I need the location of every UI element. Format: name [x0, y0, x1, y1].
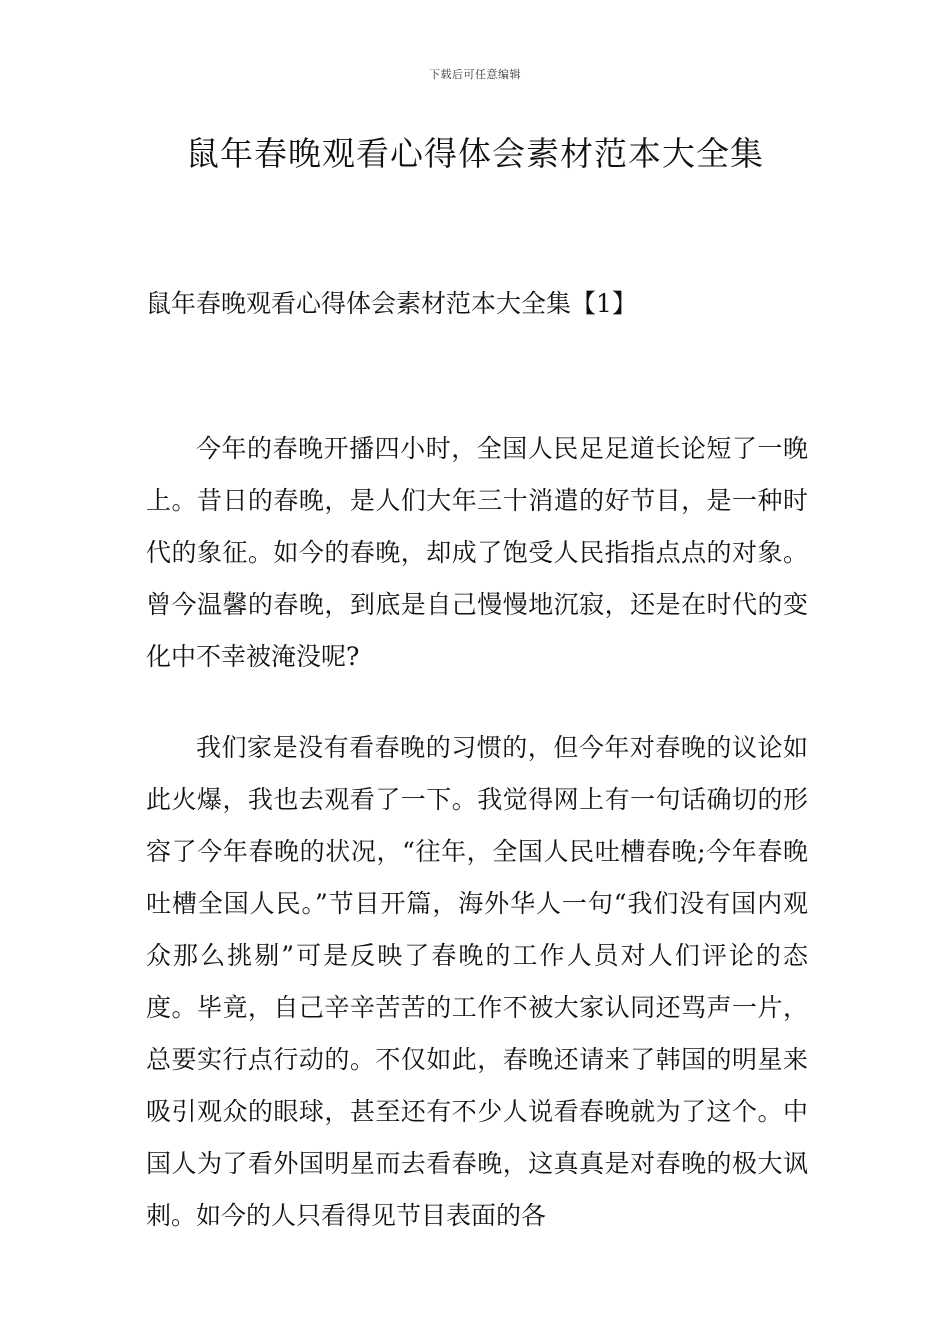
paragraph-2: 我们家是没有看春晚的习惯的，但今年对春晚的议论如此火爆，我也去观看了一下。我觉得网上有一句话确切的形容了今年春晚的状况，“往年，全国人民吐槽春晚;今年春晚吐槽全国人民。”节目开篇，海外华人一句“我们没有国内观众那么挑剔”可是反映了春晚的工作人员对人们评论的态度。毕竟，自己辛辛苦苦的工作不被大家认同还骂声一片，总要实行点行动的。不仅如此，春晚还请来了韩国的明星来吸引观众的眼球，甚至还有不少人说看春晚就为了这个。中国人为了看外国明星而去看春晚，这真真是对春晚的极大讽刺。如今的人只看得见节目表面的各 [146, 733, 808, 1230]
section-heading: 鼠年春晚观看心得体会素材范本大全集【1】 [146, 289, 637, 318]
document-title: 鼠年春晚观看心得体会素材范本大全集 [186, 134, 764, 173]
paragraph-1: 今年的春晚开播四小时，全国人民足足道长论短了一晚上。昔日的春晚，是人们大年三十消遣的好节目，是一种时代的象征。如今的春晚，却成了饱受人民指指点点的对象。曾今温馨的春晚，到底是自己慢慢地沉寂，还是在时代的变化中不幸被淹没呢? [146, 434, 808, 671]
download-note: 下载后可任意编辑 [429, 68, 521, 81]
